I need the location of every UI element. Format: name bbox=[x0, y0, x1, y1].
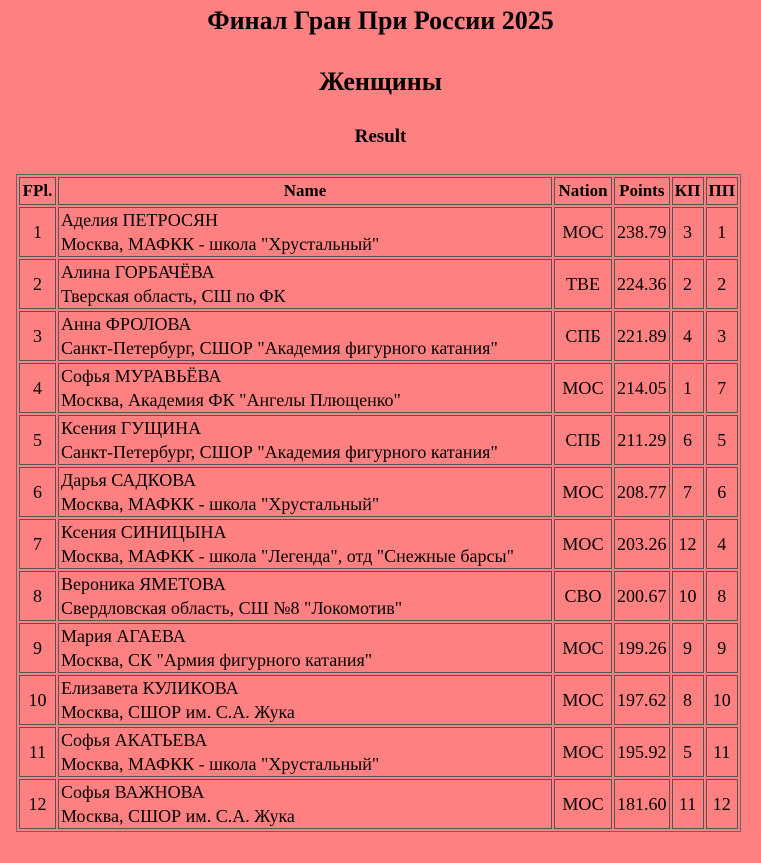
skater-name: Анна ФРОЛОВА bbox=[61, 314, 192, 334]
table-row bbox=[19, 727, 738, 777]
skater-name: Ксения ГУЩИНА bbox=[61, 418, 202, 438]
points-cell: 238.79 bbox=[614, 207, 670, 257]
points-cell: 195.92 bbox=[614, 727, 670, 777]
header-nation: Nation bbox=[554, 177, 612, 205]
skater-club: Москва, СК "Армия фигурного катания" bbox=[61, 650, 373, 670]
skater-name: Алина ГОРБАЧЁВА bbox=[61, 262, 215, 282]
table-row bbox=[19, 259, 738, 309]
nation-cell: МОС bbox=[554, 363, 612, 413]
skater-club: Санкт-Петербург, СШОР "Академия фигурного катания" bbox=[61, 442, 498, 462]
place-cell: 2 bbox=[19, 259, 56, 309]
points-cell: 181.60 bbox=[614, 779, 670, 829]
name-cell bbox=[58, 259, 552, 309]
kp-cell: 4 bbox=[672, 311, 704, 361]
place-cell: 10 bbox=[19, 675, 56, 725]
kp-cell: 3 bbox=[672, 207, 704, 257]
pp-cell: 5 bbox=[706, 415, 738, 465]
nation-cell: МОС bbox=[554, 519, 612, 569]
skater-club: Свердловская область, СШ №8 "Локомотив" bbox=[61, 598, 403, 618]
skater-name: Аделия ПЕТРОСЯН bbox=[61, 210, 218, 230]
table-row bbox=[19, 623, 738, 673]
skater-club: Тверская область, СШ по ФК bbox=[61, 286, 286, 306]
kp-cell: 2 bbox=[672, 259, 704, 309]
name-cell bbox=[58, 467, 552, 517]
name-cell bbox=[58, 675, 552, 725]
points-cell: 211.29 bbox=[614, 415, 670, 465]
place-cell: 8 bbox=[19, 571, 56, 621]
nation-cell: СВО bbox=[554, 571, 612, 621]
header-kp: КП bbox=[672, 177, 704, 205]
nation-cell: СПБ bbox=[554, 415, 612, 465]
pp-cell: 8 bbox=[706, 571, 738, 621]
place-cell: 6 bbox=[19, 467, 56, 517]
place-cell: 12 bbox=[19, 779, 56, 829]
nation-cell: МОС bbox=[554, 675, 612, 725]
header-points: Points bbox=[614, 177, 670, 205]
skater-name: Елизавета КУЛИКОВА bbox=[61, 678, 239, 698]
nation-cell: МОС bbox=[554, 727, 612, 777]
skater-name: Вероника ЯМЕТОВА bbox=[61, 574, 226, 594]
kp-cell: 10 bbox=[672, 571, 704, 621]
place-cell: 11 bbox=[19, 727, 56, 777]
table-row bbox=[19, 467, 738, 517]
skater-club: Москва, МАФКК - школа "Хрустальный" bbox=[61, 754, 380, 774]
table-row bbox=[19, 571, 738, 621]
table-row bbox=[19, 675, 738, 725]
skater-club: Москва, СШОР им. С.А. Жука bbox=[61, 702, 295, 722]
pp-cell: 12 bbox=[706, 779, 738, 829]
place-cell: 4 bbox=[19, 363, 56, 413]
pp-cell: 4 bbox=[706, 519, 738, 569]
name-cell bbox=[58, 519, 552, 569]
place-cell: 5 bbox=[19, 415, 56, 465]
name-cell bbox=[58, 207, 552, 257]
skater-club: Москва, СШОР им. С.А. Жука bbox=[61, 806, 295, 826]
header-name: Name bbox=[58, 177, 552, 205]
skater-club: Москва, МАФКК - школа "Хрустальный" bbox=[61, 494, 380, 514]
skater-club: Москва, МАФКК - школа "Хрустальный" bbox=[61, 234, 380, 254]
table-row bbox=[19, 207, 738, 257]
place-cell: 3 bbox=[19, 311, 56, 361]
nation-cell: МОС bbox=[554, 623, 612, 673]
skater-name: Софья ВАЖНОВА bbox=[61, 782, 205, 802]
pp-cell: 1 bbox=[706, 207, 738, 257]
table-row bbox=[19, 519, 738, 569]
points-cell: 203.26 bbox=[614, 519, 670, 569]
kp-cell: 7 bbox=[672, 467, 704, 517]
name-cell bbox=[58, 623, 552, 673]
table-row bbox=[19, 779, 738, 829]
points-cell: 197.62 bbox=[614, 675, 670, 725]
kp-cell: 6 bbox=[672, 415, 704, 465]
kp-cell: 11 bbox=[672, 779, 704, 829]
category-heading: Женщины bbox=[318, 67, 443, 96]
skater-club: Санкт-Петербург, СШОР "Академия фигурного катания" bbox=[61, 338, 498, 358]
kp-cell: 5 bbox=[672, 727, 704, 777]
pp-cell: 3 bbox=[706, 311, 738, 361]
kp-cell: 8 bbox=[672, 675, 704, 725]
name-cell bbox=[58, 727, 552, 777]
kp-cell: 12 bbox=[672, 519, 704, 569]
skater-name: Софья АКАТЬЕВА bbox=[61, 730, 208, 750]
place-cell: 9 bbox=[19, 623, 56, 673]
section-heading: Result bbox=[354, 126, 407, 147]
header-row bbox=[19, 177, 738, 205]
place-cell: 1 bbox=[19, 207, 56, 257]
points-cell: 224.36 bbox=[614, 259, 670, 309]
pp-cell: 7 bbox=[706, 363, 738, 413]
points-cell: 214.05 bbox=[614, 363, 670, 413]
table-row bbox=[19, 415, 738, 465]
table-row bbox=[19, 311, 738, 361]
skater-name: Дарья САДКОВА bbox=[61, 470, 197, 490]
place-cell: 7 bbox=[19, 519, 56, 569]
skater-name: Софья МУРАВЬЁВА bbox=[61, 366, 222, 386]
name-cell bbox=[58, 779, 552, 829]
header-place: FPl. bbox=[19, 177, 56, 205]
nation-cell: МОС bbox=[554, 467, 612, 517]
header-pp: ПП bbox=[706, 177, 738, 205]
skater-club: Москва, МАФКК - школа "Легенда", отд "Снежные барсы" bbox=[61, 546, 514, 566]
skater-club: Москва, Академия ФК "Ангелы Плющенко" bbox=[61, 390, 401, 410]
nation-cell: СПБ bbox=[554, 311, 612, 361]
nation-cell: МОС bbox=[554, 207, 612, 257]
name-cell bbox=[58, 415, 552, 465]
table-row bbox=[19, 363, 738, 413]
name-cell bbox=[58, 311, 552, 361]
pp-cell: 9 bbox=[706, 623, 738, 673]
skater-name: Мария АГАЕВА bbox=[61, 626, 186, 646]
results-table bbox=[16, 174, 741, 832]
pp-cell: 10 bbox=[706, 675, 738, 725]
name-cell bbox=[58, 363, 552, 413]
kp-cell: 9 bbox=[672, 623, 704, 673]
name-cell bbox=[58, 571, 552, 621]
points-cell: 221.89 bbox=[614, 311, 670, 361]
pp-cell: 6 bbox=[706, 467, 738, 517]
points-cell: 208.77 bbox=[614, 467, 670, 517]
points-cell: 200.67 bbox=[614, 571, 670, 621]
pp-cell: 11 bbox=[706, 727, 738, 777]
points-cell: 199.26 bbox=[614, 623, 670, 673]
page-title: Финал Гран При России 2025 bbox=[207, 6, 554, 35]
nation-cell: ТВЕ bbox=[554, 259, 612, 309]
nation-cell: МОС bbox=[554, 779, 612, 829]
kp-cell: 1 bbox=[672, 363, 704, 413]
skater-name: Ксения СИНИЦЫНА bbox=[61, 522, 227, 542]
pp-cell: 2 bbox=[706, 259, 738, 309]
